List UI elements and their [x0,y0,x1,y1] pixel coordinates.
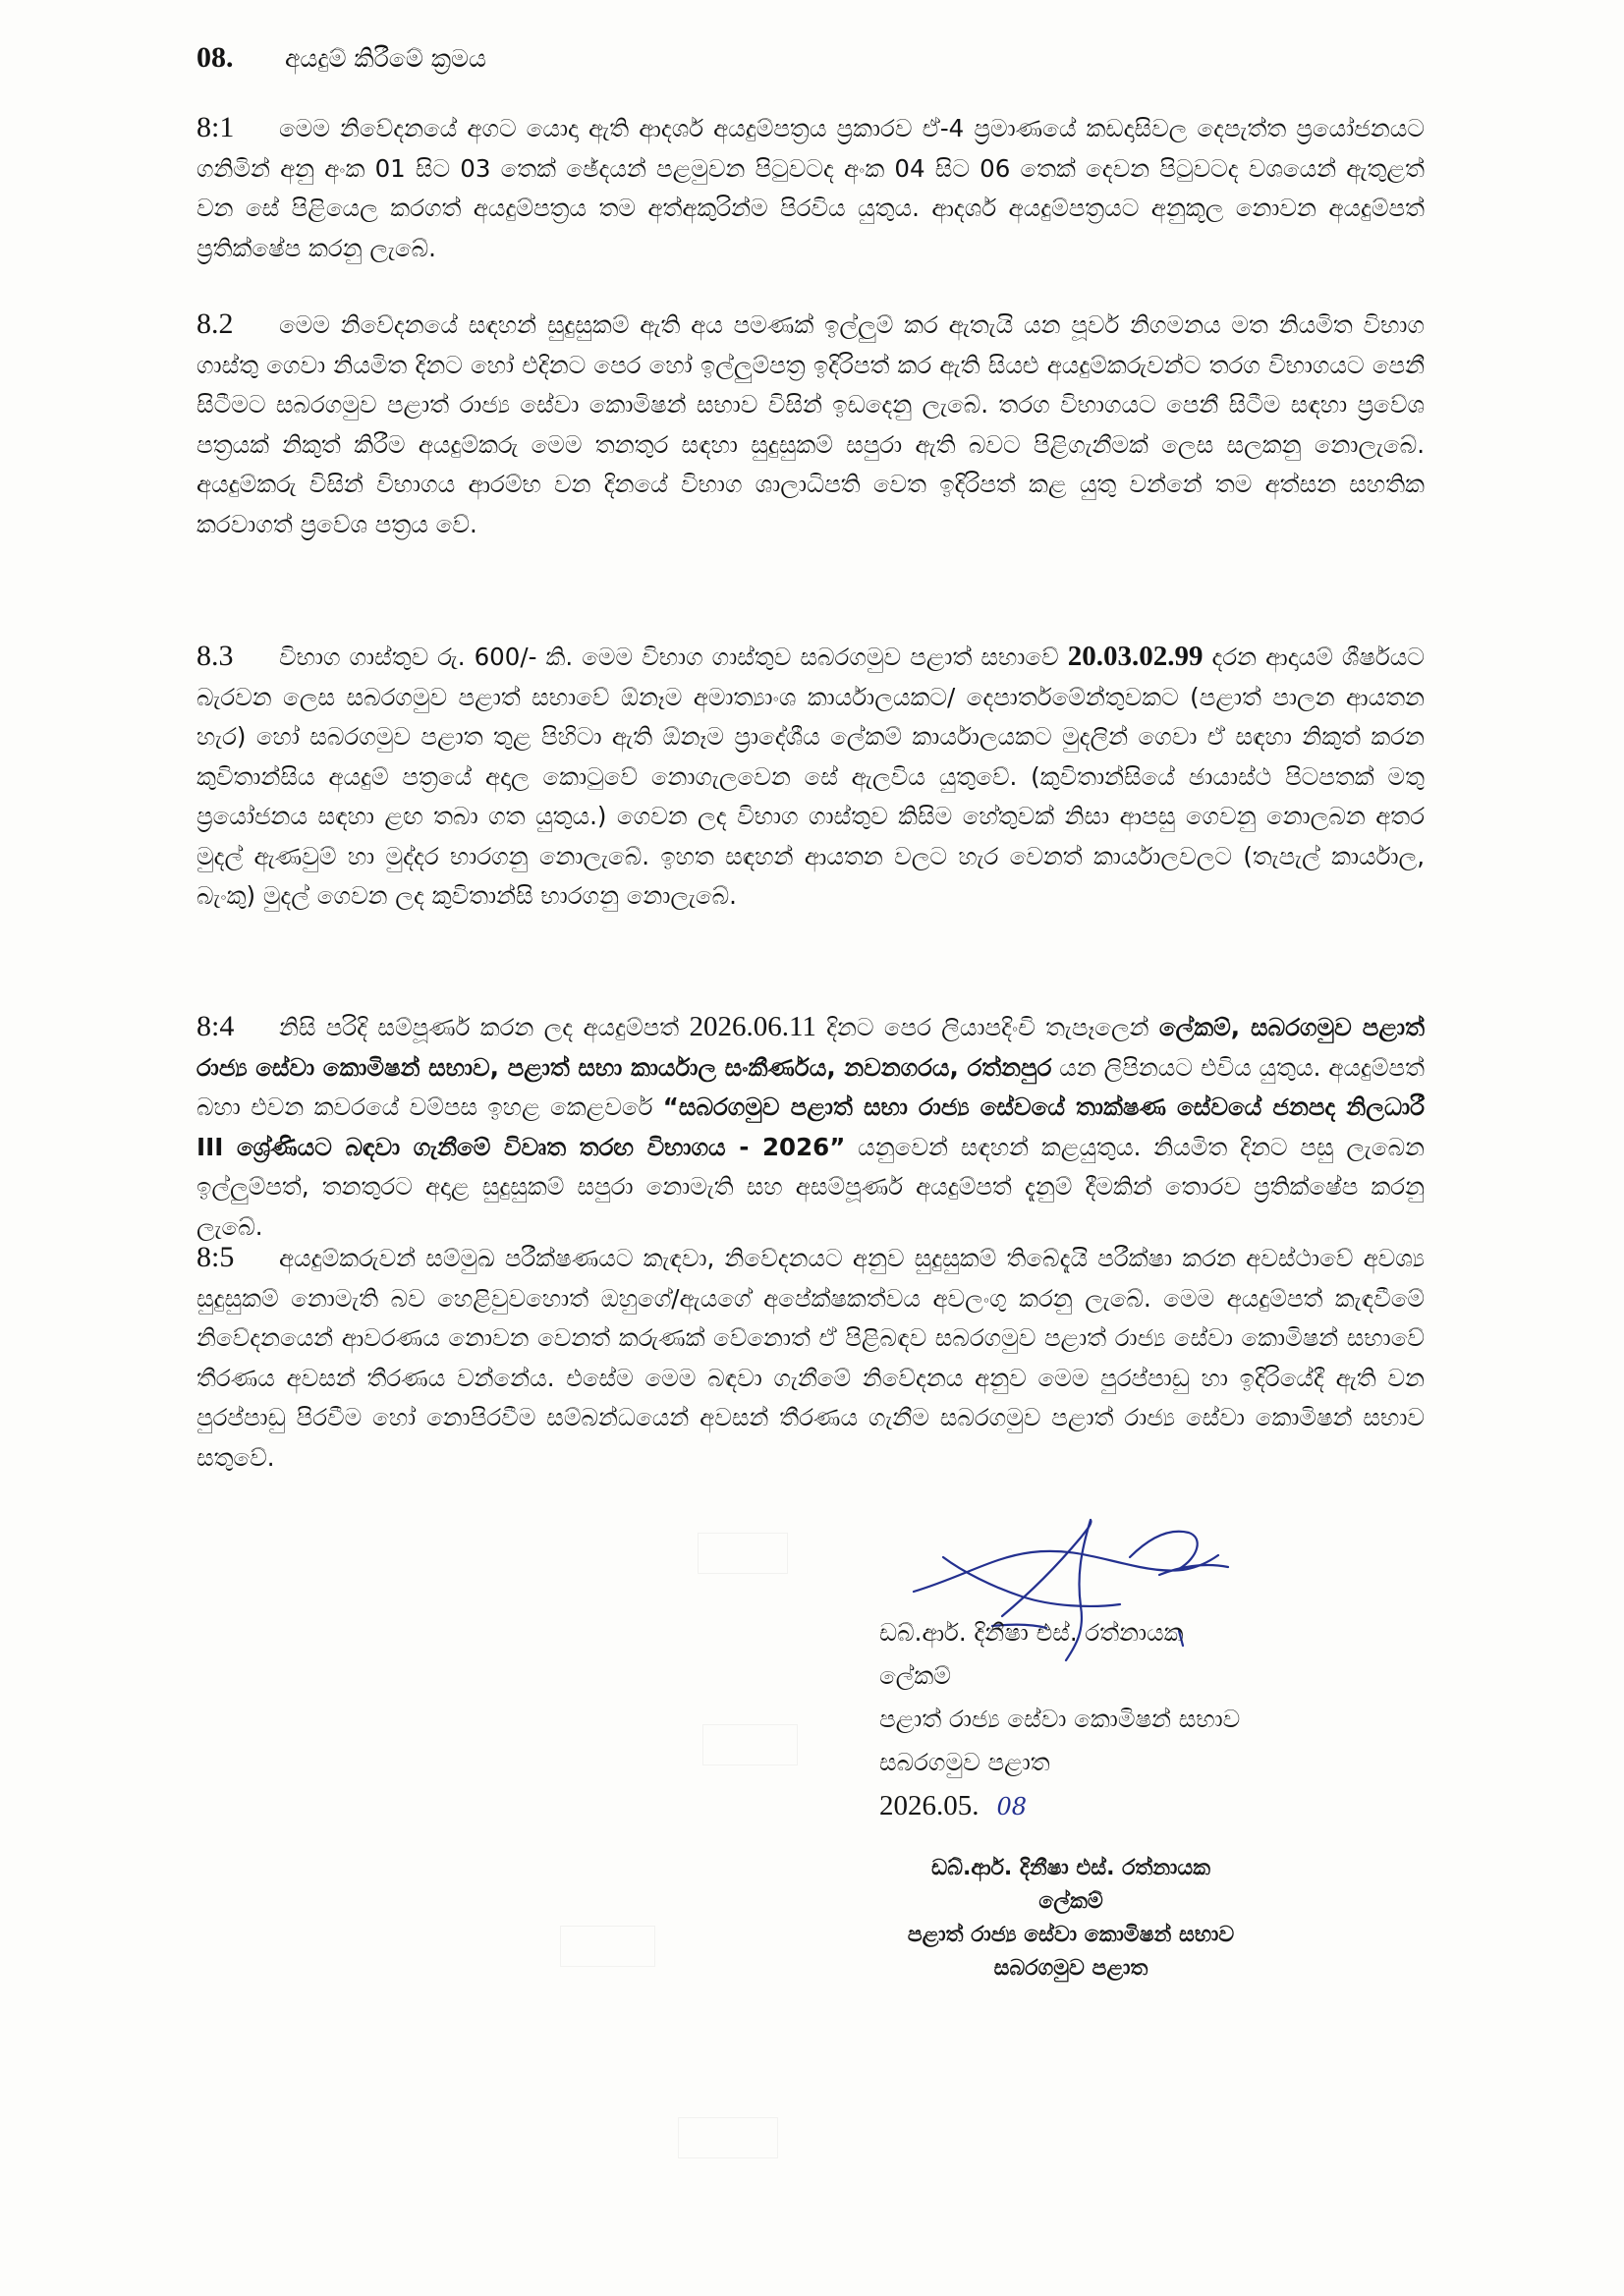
stamp-office: පළාත් රාජ්‍ය සේවා කොමිෂන් සභාව [907,1923,1235,1947]
paragraph-8-5 [196,1238,1425,1478]
signatory-province: සබරගමුව පළාත [879,1748,1050,1776]
show-through-mark [678,2117,778,2158]
show-through-mark [560,1926,655,1967]
paragraph-number: 8:4 [196,1010,235,1042]
stamp-province: සබරගමුව පළාත [993,1956,1148,1981]
stamp-designation: ලේකම් [1038,1889,1103,1914]
section-title: අයදුම් කිරීමේ ක්‍රමය [285,44,486,73]
paragraph-text: දිනට පෙර ලියාපදිංචි තැපෑලෙන් [815,1013,1159,1041]
paragraph-text: දරන ආදායම් ශීර්ෂයට බැරවන ලෙස සබරගමුව පළාත් සභාවේ ඕනෑම අමාත්‍යාංශ කාර්යාලයකට/ දෙපාර්තමේන්තුවකට (පළාත් පාලන ආයතන හැර) හෝ සබරගමුව පළාත තුළ පිහිටා ඇති ඕනෑම ප්‍රාදේශීය ලේකම් කාර්යාලයකට මුදලින් ගෙවා ඒ සඳහා නිකුත් කරන කුවිතාන්සිය අයදුම් පත්‍රයේ අදාල කොටුවේ නොගැලවෙන සේ ඇලවිය යුතුවේ. (කුවිතාන්සියේ ඡායාස්ථ පිටපතක් මතු ප්‍රයෝජනය සඳහා ළඟ තබා ගත යුතුය.) ගෙවන ලද විභාග ගාස්තුව කිසිම හේතුවක් නිසා ආපසු ගෙවනු නොලබන අතර මුදල් ඇණවුම් හා මුද්දර භාරගනු නොලැබේ. ඉහත සඳහන් ආයතන වලට හැර වෙනත් කාර්යාලවලට (තැපැල් කාර්යාල, බැංකු) මුදල් ගෙවන ලද කුවිතාන්සි භාරගනු නොලැබේ. [196,643,1425,910]
paragraph-8-3 [196,637,1425,917]
paragraph-number: 8:1 [196,111,235,143]
envelope-title: “සබරගමුව පළාත් සභා රාජ්‍ය සේවයේ තාක්ෂණ සේවයේ ජනපද නිලධාරී III ශ්‍රේණියට බඳවා ගැනීමේ විවෘත තරඟ විභාගය - 2026” [196,1092,1425,1161]
section-number: 08. [196,41,234,74]
signatory-designation: ලේකම් [879,1661,951,1690]
paragraph-text: යනුවෙන් සඳහන් කළයුතුය. නියමිත දිනට පසු ලැබෙන ඉල්ලුම්පත්, තනතුරට අදාළ සුදුසුකම් සපුරා නොමැති සහ අසම්පූර්ණ අයදුම්පත් දැනුම් දීමකින් තොරව ප්‍රතික්ෂේප කරනු ලැබේ. [196,1132,1425,1241]
paragraph-number: 8:5 [196,1241,235,1273]
official-stamp [845,1852,1297,1986]
show-through-mark [702,1724,798,1765]
signatory-office: පළාත් රාජ්‍ය සේවා කොමිෂන් සභාව [879,1705,1241,1733]
paragraph-text: නිසි පරිදි සම්පූර්ණ කරන ලද අයදුම්පත් [279,1013,690,1041]
printed-date: 2026.05. [879,1790,980,1821]
paragraph-text: අයදුම්කරුවන් සම්මුඛ පරීක්ෂණයට කැඳවා, නිවේදනයට අනුව සුදුසුකම් තිබේදැයි පරීක්ෂා කරන අවස්ථාවේ අවශ්‍ය සුදුසුකම් නොමැති බව හෙළිවුවහොත් ඔහුගේ/ඇයගේ අපේක්ෂකත්වය අවලංගු කරනු ලැබේ. මෙම අයදුම්පත් කැඳවීමේ නිවේදනයෙන් ආවරණය නොවන වෙනත් කරුණක් වේනොත් ඒ පිළිබඳව සබරගමුව පළාත් රාජ්‍ය සේවා කොමිෂන් සභාවේ තීරණය අවසන් තීරණය වන්නේය. එසේම මෙම බඳවා ගැනීමේ නිවේදනය අනුව මෙම පුරප්පාඩු හා ඉදිරියේදී ඇති වන පුරප්පාඩු පිරවීම හෝ නොපිරවීම සම්බන්ධයෙන් අවසන් තීරණය ගැනීම සබරගමුව පළාත් රාජ්‍ය සේවා කොමිෂන් සභාව සතුවේ. [196,1244,1425,1472]
signatory-block [879,1611,1240,1828]
paragraph-text: මෙම නිවේදනයේ සඳහන් සුදුසුකම් ඇති අය පමණක් ඉල්ලුම් කර ඇතැයි යන පූර්ව නිගමනය මත නියමිත විභාග ගාස්තු ගෙවා නියමිත දිනට හෝ එදිනට පෙර හෝ ඉල්ලුම්පත්‍ර ඉදිරිපත් කර ඇති සියළු අයදුම්කරුවන්ට තරග විභාගයට පෙනී සිටීමට සබරගමුව පළාත් රාජ්‍ය සේවා කොමිෂන් සභාව විසින් ඉඩදෙනු ලැබේ. තරග විභාගයට පෙනී සිටීම සඳහා ප්‍රවේශ පත්‍රයක් නිකුත් කිරීම අයදුම්කරු මෙම තනතුර සඳහා සුදුසුකම් සපුරා ඇති බවට පිළිගැනීමක් ලෙස සලකනු නොලැබේ. අයදුම්කරු විසින් විභාගය ආරම්භ වන දිනයේ විභාග ශාලාධිපති වෙත ඉදිරිපත් කළ යුතු වන්නේ තම අත්සන සහතික කරවාගත් ප්‍රවේශ පත්‍රය වේ. [196,310,1425,538]
stamp-name: ඩබ්.ආර්. දිනීෂා එස්. රත්නායක [930,1856,1211,1880]
postal-address: ලේකම්, සබරගමුව පළාත් රාජ්‍ය සේවා කොමිෂන් සභාව, පළාත් සභා කාර්යාල සංකීර්ණය, නවනගරය, රත්නපුර [196,1013,1425,1082]
handwritten-day: 08 [996,1793,1028,1820]
signatory-name: ඩබ්.ආර්. දිනීෂා එස්. රත්නායක [879,1618,1184,1647]
paragraph-number: 8.3 [196,640,234,672]
signature-date [879,1784,1240,1828]
paragraph-8-2 [196,305,1425,544]
paragraph-text: මෙම නිවේදනයේ අගට යොදා ඇති ආදර්ශ අයදුම්පත්‍රය ප්‍රකාරව ඒ-4 ප්‍රමාණයේ කඩදාසිවල දෙපැත්ත ප්‍රයෝජනයට ගනිමින් අනු අංක 01 සිට 03 තෙක් ඡේදයන් පළමුවන පිටුවටද අංක 04 සිට 06 තෙක් දෙවන පිටුවටද වශයෙන් ඇතුළත් වන සේ පිළියෙල කරගත් අයදුම්පත්‍රය තම අත්අකුරින්ම පිරවිය යුතුය. ආදර්ශ අයදුම්පත්‍රයට අනුකූල නොවන අයදුම්පත් ප්‍රතික්ෂේප කරනු ලැබේ. [196,114,1425,262]
paragraph-text: විභාග ගාස්තුව රු. 600/- කි. මෙම විභාග ගාස්තුව සබරගමුව පළාත් සභාවේ [279,643,1068,671]
paragraph-text: යන ලිපිනයට එවිය යුතුය. අයදුම්පත් බහා එවන කවරයේ වම්පස ඉහළ කෙළවරේ [196,1052,1425,1121]
revenue-head-code: 20.03.02.99 [1067,641,1204,672]
closing-date: 2026.06.11 [689,1011,816,1042]
section-heading [196,41,486,75]
paragraph-8-4 [196,1007,1425,1247]
paragraph-8-1 [196,108,1425,268]
show-through-mark [698,1533,788,1574]
paragraph-number: 8.2 [196,308,234,340]
